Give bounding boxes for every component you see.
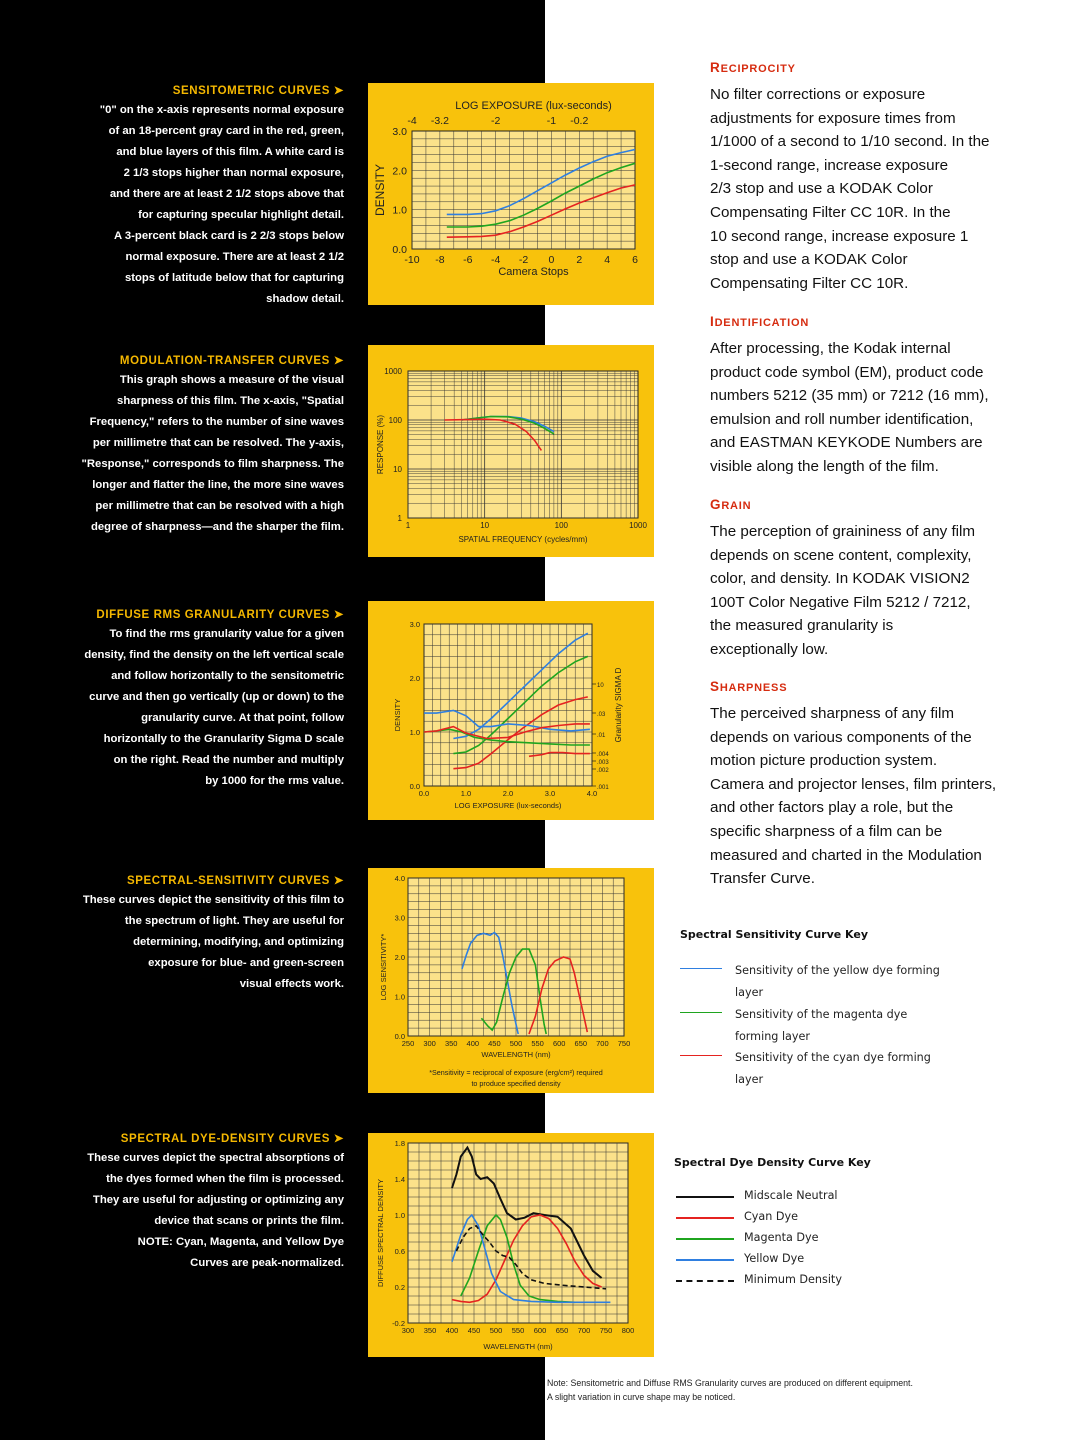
mtf-text-line: This graph shows a measure of the visual <box>119 374 344 386</box>
granularity-text-line: by 1000 for the rms value. <box>205 775 344 787</box>
granularity-chart <box>368 601 654 820</box>
x-tick-label: 400 <box>466 1039 480 1048</box>
y-tick-label: 3.0 <box>409 620 420 629</box>
identification-heading-rest: DENTIFICATION <box>714 317 810 329</box>
x-tick-label: 4 <box>604 254 611 266</box>
x-axis-label: WAVELENGTH (nm) <box>483 1342 553 1351</box>
reciprocity-text-line: 10 second range, increase exposure 1 <box>710 227 969 245</box>
granularity-text-line: density, find the density on the left vertical scale <box>84 649 344 661</box>
x-tick-label: 550 <box>511 1326 525 1335</box>
top-tick-label: -1 <box>546 115 557 127</box>
dye-density-chart-svg <box>368 1133 654 1357</box>
x-tick-label: -6 <box>463 254 473 266</box>
y-tick-label: 1 <box>397 514 402 523</box>
x-axis-label: Camera Stops <box>498 266 569 278</box>
x-tick-label: 400 <box>445 1326 459 1335</box>
spectral-sensitivity-text-line: exposure for blue- and green-screen <box>148 957 344 969</box>
mtf-text-line: Frequency," refers to the number of sine waves <box>89 416 344 428</box>
sharpness-heading <box>710 679 1040 694</box>
x-tick-label: 750 <box>599 1326 613 1335</box>
dye-key-swatch-minimum <box>676 1280 734 1282</box>
y-axis-label: DENSITY <box>393 698 402 732</box>
spectral-sensitivity-chart-svg <box>368 868 654 1093</box>
granularity-text-line: To find the rms granularity value for a given <box>109 628 344 640</box>
dye-density-chart <box>368 1133 654 1357</box>
x-tick-label: 450 <box>467 1326 481 1335</box>
sensitometric-text-line: 2 1/3 stops higher than normal exposure, <box>123 167 344 179</box>
x-tick-label: 3.0 <box>544 789 556 798</box>
grain-text-line: depends on scene content, complexity, <box>710 546 972 564</box>
identification-text <box>710 337 1040 479</box>
mtf-heading: MODULATION-TRANSFER CURVES ➤ <box>119 355 344 367</box>
dye-density-text-line: These curves depict the spectral absorptions of <box>87 1152 344 1164</box>
top-axis-label: LOG EXPOSURE (lux-seconds) <box>455 100 612 112</box>
x-tick-label: 500 <box>489 1326 503 1335</box>
granularity-text-line: and follow horizontally to the sensitometric <box>111 670 344 682</box>
y-tick-label: 1.0 <box>392 204 407 217</box>
y-tick-label: 0.2 <box>394 1283 405 1292</box>
identification-text-line: visible along the length of the film. <box>710 457 939 475</box>
top-tick-label: -4 <box>407 115 417 127</box>
y-axis-label: RESPONSE (%) <box>376 414 385 475</box>
reciprocity-text-line: 2/3 stop and use a KODAK Color <box>710 180 933 198</box>
identification-heading <box>710 314 1040 329</box>
y-tick-label: 3.0 <box>392 126 407 138</box>
granularity-text-line: granularity curve. At that point, follow <box>141 712 344 724</box>
y-tick-label: 0.0 <box>392 244 407 256</box>
x-tick-label: 700 <box>596 1039 609 1048</box>
y-tick-label: 4.0 <box>394 874 405 883</box>
dye-key-label-neutral: Midscale Neutral <box>744 1189 838 1202</box>
dye-density-text-line: the dyes formed when the film is processed. <box>106 1173 344 1185</box>
y-tick-label: 100 <box>388 416 402 425</box>
dye-key-title: Spectral Dye Density Curve Key <box>674 1156 871 1169</box>
reciprocity-section <box>710 60 1040 295</box>
sharpness-heading-initial: S <box>710 679 720 694</box>
chart-footnote-line: to produce specified density <box>471 1079 561 1088</box>
plot-area <box>408 371 638 518</box>
granularity-text-line: horizontally to the Granularity Sigma D scale <box>103 733 344 745</box>
dye-density-text <box>30 1148 344 1274</box>
grain-heading-initial: G <box>710 497 722 512</box>
spectral-sensitivity-heading: SPECTRAL-SENSITIVITY CURVES ➤ <box>126 875 344 887</box>
x-tick-label: 350 <box>423 1326 437 1335</box>
sharpness-text-line: motion picture production system. <box>710 752 938 770</box>
x-tick-label: 700 <box>577 1326 591 1335</box>
x-tick-label: 750 <box>617 1039 631 1048</box>
sensitometric-chart-svg <box>368 83 654 305</box>
y-tick-label: 1.0 <box>394 992 405 1002</box>
identification-heading-initial: I <box>710 314 715 329</box>
x-tick-label: 1000 <box>629 521 647 530</box>
spectral-key-swatch-cyan <box>680 1055 722 1056</box>
sharpness-text-line: and other factors play a role, but the <box>710 799 954 817</box>
dye-density-text-line: NOTE: Cyan, Magenta, and Yellow Dye <box>137 1236 344 1248</box>
dye-key-item-magenta <box>676 1230 1036 1250</box>
sensitometric-text-line: and blue layers of this film. A white card is <box>116 146 344 158</box>
mtf-text-line: per millimetre that can be resolved with a high <box>95 500 344 512</box>
y2-tick-label: .003 <box>597 760 609 766</box>
x-tick-label: 650 <box>574 1039 588 1048</box>
spectral-sensitivity-caption <box>30 873 344 995</box>
sensitometric-text-line: and there are at least 2 1/2 stops above that <box>109 188 344 200</box>
mtf-text-line: per millimetre that can be resolved. The y-axis, <box>92 437 344 449</box>
sharpness-text-line: Transfer Curve. <box>710 870 815 888</box>
x-tick-label: 1.0 <box>460 789 472 798</box>
y-tick-label: 2.0 <box>409 674 420 683</box>
x-tick-label: 2 <box>576 254 583 266</box>
x-tick-label: 6 <box>632 254 638 266</box>
x-axis-label: SPATIAL FREQUENCY (cycles/mm) <box>458 535 588 544</box>
spectral-key-swatch-magenta <box>680 1012 722 1013</box>
y-tick-label: 0.6 <box>394 1247 405 1256</box>
reciprocity-text-line: Compensating Filter CC 10R. <box>710 274 909 292</box>
spectral-key-item-yellow <box>680 962 1040 1006</box>
mtf-chart <box>368 345 654 557</box>
y-tick-label: -0.2 <box>392 1319 405 1328</box>
granularity-chart-svg <box>368 601 654 820</box>
x-tick-label: 600 <box>533 1326 547 1335</box>
grain-text-line: exceptionally low. <box>710 640 829 658</box>
x-tick-label: 10 <box>480 521 490 530</box>
sharpness-text-line: depends on various components of the <box>710 728 972 746</box>
reciprocity-text <box>710 83 1040 295</box>
top-tick-label: -3.2 <box>430 115 449 127</box>
granularity-text-line: on the right. Read the number and multiply <box>113 754 344 766</box>
y2-axis-label: Granularity SIGMA D <box>614 667 623 743</box>
identification-text-line: numbers 5212 (35 mm) or 7212 (16 mm), <box>710 387 989 405</box>
spectral-sensitivity-text <box>30 890 344 995</box>
x-tick-label: 100 <box>554 521 569 530</box>
grain-text-line: The perception of graininess of any film <box>710 523 976 540</box>
dye-key-label-yellow: Yellow Dye <box>744 1252 805 1265</box>
spectral-sensitivity-text-line: determining, modifying, and optimizing <box>133 936 344 948</box>
identification-text-line: product code symbol (EM), product code <box>710 363 984 381</box>
sensitometric-chart <box>368 83 654 305</box>
x-tick-label: 650 <box>555 1326 569 1335</box>
reciprocity-heading-rest: ECIPROCITY <box>720 63 796 75</box>
dye-key-swatch-magenta <box>676 1238 734 1240</box>
dye-key-label-cyan: Cyan Dye <box>744 1210 799 1223</box>
grain-heading <box>710 497 1040 512</box>
dye-density-text-line: They are useful for adjusting or optimizing any <box>92 1194 344 1206</box>
x-tick-label: -2 <box>518 254 529 266</box>
identification-text-line: After processing, the Kodak internal <box>710 340 951 357</box>
y-tick-label: 10 <box>393 465 402 474</box>
y-tick-label: 1.0 <box>394 1211 405 1220</box>
spectral-key-label-yellow: Sensitivity of the yellow dye forming layer <box>735 964 940 999</box>
x-tick-label: 0 <box>548 254 555 266</box>
x-axis-label: LOG EXPOSURE (lux-seconds) <box>454 801 562 810</box>
x-tick-label: 500 <box>509 1039 523 1048</box>
mtf-text-line: sharpness of this film. The x-axis, "Spatial <box>117 395 344 407</box>
y-tick-label: 1.0 <box>409 728 420 737</box>
mtf-text-line: degree of sharpness—and the sharper the film. <box>91 521 344 533</box>
sensitometric-text-line: shadow detail. <box>266 293 344 305</box>
sensitometric-caption <box>30 83 344 310</box>
y-tick-label: 1.4 <box>394 1175 405 1184</box>
spectral-sensitivity-text-line: These curves depict the sensitivity of this film to <box>82 894 344 906</box>
sensitometric-text-line: "0" on the x-axis represents normal exposure <box>99 104 344 116</box>
granularity-text-line: curve and then go vertically (up or down) to the <box>89 691 344 703</box>
y2-tick-label: 10 <box>597 683 604 689</box>
dye-key-item-neutral <box>676 1188 1036 1208</box>
y2-tick-label: .01 <box>597 733 606 739</box>
sharpness-section <box>710 679 1040 891</box>
sensitometric-text-line: for capturing specular highlight detail. <box>138 209 344 221</box>
spectral-key-label-magenta: Sensitivity of the magenta dye forming layer <box>735 1008 908 1043</box>
spectral-key-item-cyan <box>680 1049 1040 1093</box>
reciprocity-text-line: Compensating Filter CC 10R. In the <box>710 203 951 221</box>
spectral-key-label-cyan: Sensitivity of the cyan dye forming layer <box>735 1051 931 1086</box>
top-tick-label: -0.2 <box>570 115 589 127</box>
y-axis-label: DIFFUSE SPECTRAL DENSITY <box>376 1178 385 1288</box>
mtf-text-line: "Response," corresponds to film sharpness. The <box>81 458 344 470</box>
dye-key-item-minimum <box>676 1272 1036 1292</box>
sensitometric-heading: SENSITOMETRIC CURVES ➤ <box>172 85 344 97</box>
x-tick-label: 800 <box>621 1326 635 1335</box>
y-tick-label: 0.0 <box>394 1032 405 1041</box>
footnote-line-2: A slight variation in curve shape may be noticed. <box>547 1392 736 1402</box>
dye-key-label-minimum: Minimum Density <box>744 1273 842 1286</box>
sharpness-heading-rest: HARPNESS <box>719 682 788 694</box>
granularity-caption <box>30 607 344 792</box>
mtf-chart-svg <box>368 345 654 557</box>
sensitometric-text-line: A 3-percent black card is 2 2/3 stops below <box>114 230 344 242</box>
reciprocity-heading <box>710 60 1040 75</box>
sensitometric-text-line: stops of latitude below that for capturing <box>124 272 344 284</box>
x-tick-label: 2.0 <box>502 789 514 798</box>
mtf-text <box>30 370 344 538</box>
y-tick-label: 0.0 <box>409 782 420 791</box>
dye-key-swatch-yellow <box>676 1259 734 1261</box>
grain-text-line: 100T Color Negative Film 5212 / 7212, <box>710 593 971 611</box>
reciprocity-text-line: 1/1000 of a second to 1/10 second. In the <box>710 133 990 151</box>
sharpness-text-line: The perceived sharpness of any film <box>710 705 954 722</box>
sharpness-text-line: Camera and projector lenses, film printers, <box>710 775 997 793</box>
sharpness-text <box>710 702 1040 891</box>
x-tick-label: 550 <box>531 1039 544 1048</box>
grain-text-line: the measured granularity is <box>710 617 894 635</box>
y2-tick-label: .03 <box>597 712 606 718</box>
mtf-caption <box>30 353 344 538</box>
spectral-key-title: Spectral Sensitivity Curve Key <box>680 928 868 941</box>
identification-section <box>710 314 1040 479</box>
spectral-sensitivity-text-line: visual effects work. <box>239 978 344 990</box>
dye-density-heading: SPECTRAL DYE-DENSITY CURVES ➤ <box>120 1133 344 1145</box>
y2-tick-label: .002 <box>597 768 609 774</box>
y2-tick-label: .004 <box>597 752 609 758</box>
x-tick-label: 0.0 <box>418 789 430 798</box>
page-footnote <box>547 1376 1027 1404</box>
identification-text-line: and EASTMAN KEYKODE Numbers are <box>710 434 983 452</box>
spectral-key-item-magenta <box>680 1006 1040 1050</box>
y-tick-label: 1000 <box>384 367 402 376</box>
grain-section <box>710 497 1040 662</box>
chart-footnote-line: *Sensitivity = reciprocal of exposure (erg/cm²) required <box>429 1068 603 1077</box>
x-tick-label: 350 <box>444 1039 458 1048</box>
y-tick-label: 1.8 <box>394 1139 405 1148</box>
sensitometric-text <box>30 100 344 310</box>
x-tick-label: 4.0 <box>586 789 598 798</box>
x-tick-label: 600 <box>552 1039 566 1048</box>
spectral-key-swatch-yellow <box>680 968 722 969</box>
dye-density-text-line: device that scans or prints the film. <box>154 1215 344 1227</box>
x-tick-label: -10 <box>404 254 420 266</box>
footnote-line-1: Note: Sensitometric and Diffuse RMS Granularity curves are produced on different equipment. <box>547 1378 913 1388</box>
dye-key-item-yellow <box>676 1251 1036 1271</box>
x-axis-label: WAVELENGTH (nm) <box>481 1050 551 1059</box>
x-tick-label: -8 <box>435 254 445 266</box>
y-tick-label: 2.0 <box>392 165 407 178</box>
identification-text-line: emulsion and roll number identification, <box>710 410 974 428</box>
x-tick-label: -4 <box>490 254 501 266</box>
x-tick-label: 1 <box>405 521 411 530</box>
sensitometric-text-line: normal exposure. There are at least 2 1/2 <box>125 251 344 263</box>
grain-text-line: color, and density. In KODAK VISION2 <box>710 570 970 588</box>
reciprocity-text-line: stop and use a KODAK Color <box>710 251 908 269</box>
x-tick-label: 450 <box>488 1039 501 1048</box>
grain-heading-rest: RAIN <box>721 500 752 512</box>
dye-density-text-line: Curves are peak-normalized. <box>190 1257 344 1269</box>
reciprocity-text-line: 1-second range, increase exposure <box>710 156 949 174</box>
x-tick-label: 300 <box>423 1039 436 1048</box>
reciprocity-text-line: No filter corrections or exposure <box>710 86 926 103</box>
sharpness-text-line: specific sharpness of a film can be <box>710 822 943 840</box>
granularity-heading: DIFFUSE RMS GRANULARITY CURVES ➤ <box>96 609 344 621</box>
reciprocity-heading-initial: R <box>710 60 721 75</box>
spectral-sensitivity-chart <box>368 868 654 1093</box>
x-tick-label: 250 <box>401 1039 415 1048</box>
y-axis-label: DENSITY <box>373 163 387 217</box>
dye-density-caption <box>30 1131 344 1274</box>
dye-key-swatch-cyan <box>676 1217 734 1219</box>
mtf-text-line: longer and flatter the line, the more sine waves <box>92 479 344 491</box>
dye-key-item-cyan <box>676 1209 1036 1229</box>
granularity-text <box>30 624 344 792</box>
y-axis-label: LOG SENSITIVITY* <box>379 933 388 1001</box>
dye-key-label-magenta: Magenta Dye <box>744 1231 819 1244</box>
y-tick-label: 3.0 <box>394 913 405 923</box>
grain-text <box>710 520 1040 662</box>
top-tick-label: -2 <box>490 115 501 127</box>
sharpness-text-line: measured and charted in the Modulation <box>710 846 982 864</box>
sensitometric-text-line: of an 18-percent gray card in the red, green, <box>108 125 344 137</box>
y2-tick-label: .001 <box>597 785 609 791</box>
dye-key-swatch-neutral <box>676 1196 734 1198</box>
y-tick-label: 2.0 <box>394 953 405 962</box>
x-tick-label: 300 <box>401 1326 415 1335</box>
reciprocity-text-line: adjustments for exposure times from <box>710 109 956 127</box>
spectral-sensitivity-text-line: the spectrum of light. They are useful for <box>124 915 344 927</box>
